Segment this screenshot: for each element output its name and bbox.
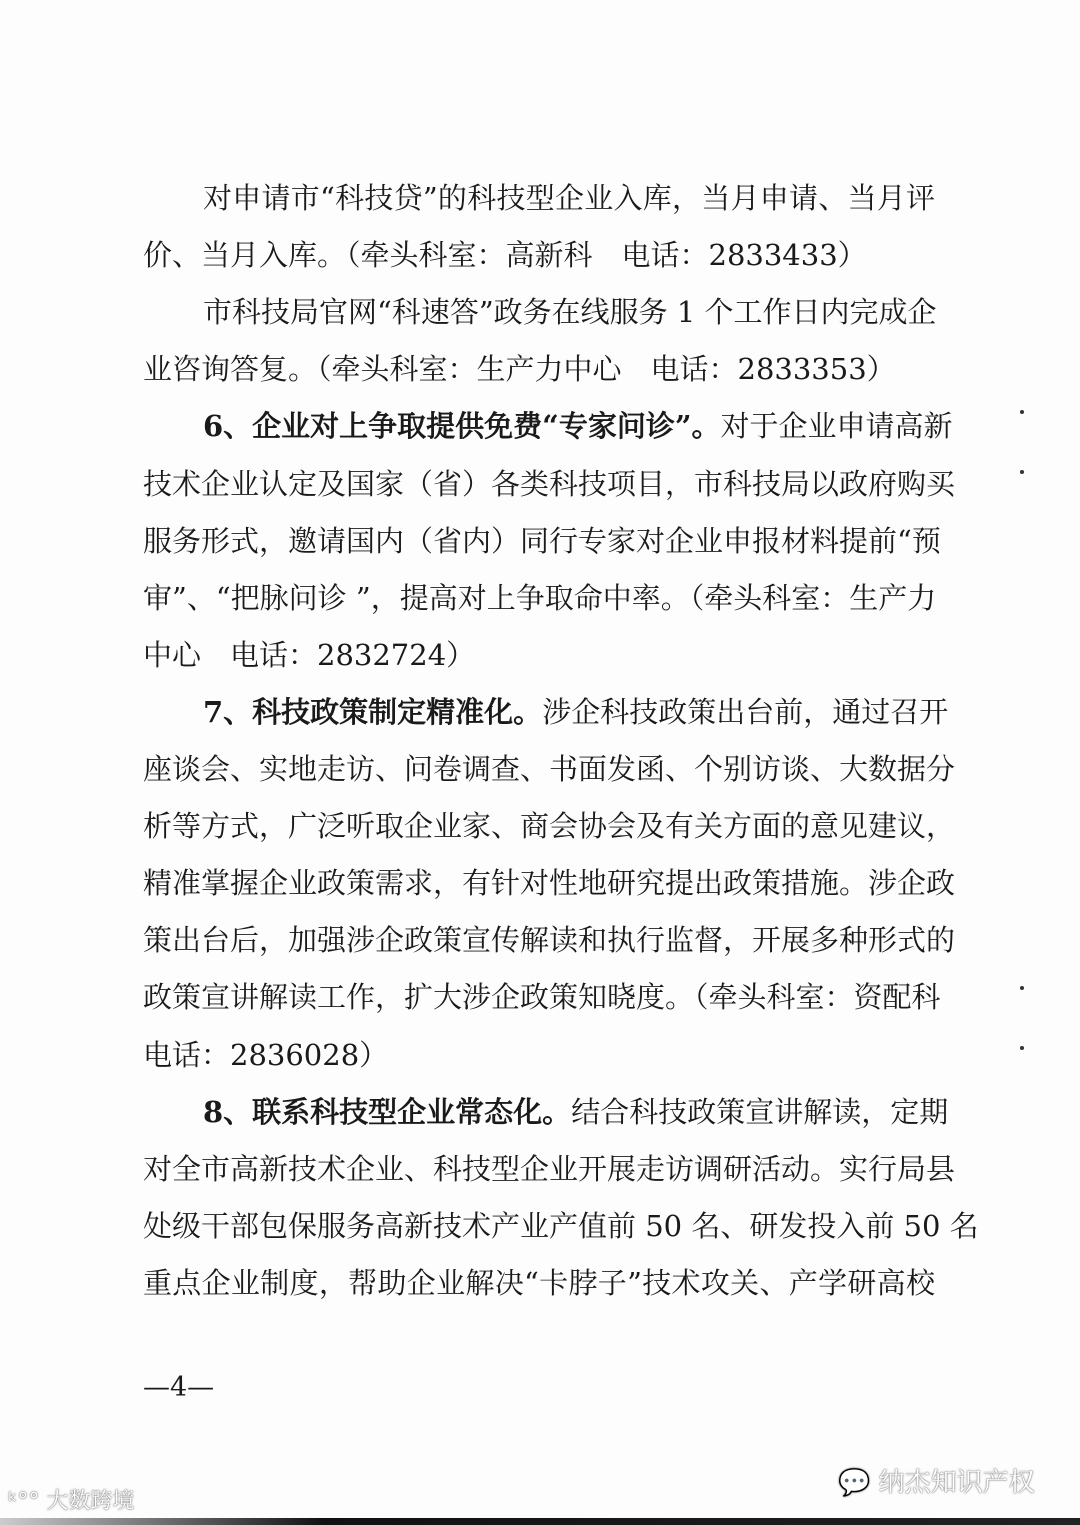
text-line bbox=[203, 292, 935, 332]
text-line bbox=[203, 178, 935, 218]
line-text: 对于企业申请高新 bbox=[720, 409, 953, 444]
text-line bbox=[143, 235, 935, 275]
text-line bbox=[203, 692, 949, 732]
scan-edge bbox=[0, 1518, 1080, 1525]
text-line bbox=[143, 1206, 979, 1246]
line-text: 处级干部包保服务高新技术产业产值前 50 名、研发投入前 50 名 bbox=[143, 1208, 979, 1243]
section-heading: 8、联系科技型企业常态化。 bbox=[203, 1094, 572, 1129]
text-line bbox=[203, 1092, 949, 1132]
watermark-left bbox=[8, 1484, 134, 1515]
section-heading: 6、企业对上争取提供免费“专家问诊”。 bbox=[203, 409, 721, 444]
scan-speck bbox=[1020, 1046, 1024, 1050]
text-line bbox=[143, 464, 956, 504]
text-line bbox=[143, 749, 956, 789]
text-line bbox=[143, 578, 935, 618]
line-text: 政策宣讲解读工作，扩大涉企政策知晓度。（牵头科室：资配科 bbox=[143, 980, 941, 1015]
watermark-left-text: 大数跨境 bbox=[46, 1489, 135, 1514]
section-heading: 7、科技政策制定精准化。 bbox=[203, 694, 543, 729]
text-line bbox=[143, 977, 941, 1017]
line-text: 精准掌握企业政策需求，有针对性地研究提出政策措施。涉企政 bbox=[143, 866, 956, 901]
wechat-icon: 💬 bbox=[838, 1468, 879, 1498]
line-text: 涉企科技政策出台前，通过召开 bbox=[542, 694, 949, 729]
scan-speck bbox=[1020, 470, 1024, 474]
line-text: 对全市高新技术企业、科技型企业开展走访调研活动。实行局县 bbox=[143, 1151, 956, 1186]
line-text: 技术企业认定及国家（省）各类科技项目，市科技局以政府购买 bbox=[143, 466, 956, 501]
line-text: 市科技局官网“科速答”政务在线服务 1 个工作日内完成企 bbox=[203, 295, 937, 330]
line-text: 电话：2836028） bbox=[143, 1037, 389, 1072]
line-text: 服务形式，邀请国内（省内）同行专家对企业申报材料提前“预 bbox=[143, 523, 941, 558]
line-text: 析等方式，广泛听取企业家、商会协会及有关方面的意见建议， bbox=[143, 809, 956, 844]
line-text: 审”、“把脉问诊 ”，提高对上争取命中率。（牵头科室：生产力 bbox=[143, 580, 937, 615]
line-text: 价、当月入库。（牵头科室：高新科 电话：2833433） bbox=[143, 238, 867, 273]
text-line bbox=[143, 349, 935, 389]
text-line bbox=[143, 806, 956, 846]
line-text: 重点企业制度，帮助企业解决“卡脖子”技术攻关、产学研高校 bbox=[143, 1265, 935, 1300]
scan-speck bbox=[1020, 410, 1024, 414]
text-line bbox=[143, 863, 956, 903]
watermark-right bbox=[838, 1462, 1035, 1499]
text-line bbox=[143, 635, 935, 675]
line-text: 策出台后，加强涉企政策宣传解读和执行监督，开展多种形式的 bbox=[143, 923, 956, 958]
line-text: 结合科技政策宣讲解读，定期 bbox=[571, 1094, 949, 1129]
line-text: 中心 电话：2832724） bbox=[143, 637, 476, 672]
watermark-right-text: 纳杰知识产权 bbox=[878, 1468, 1035, 1498]
text-line bbox=[203, 406, 953, 446]
line-text: 座谈会、实地走访、问卷调查、书面发函、个别访谈、大数据分 bbox=[143, 752, 956, 786]
text-line bbox=[143, 920, 956, 960]
text-line bbox=[143, 1035, 935, 1075]
text-line bbox=[143, 1149, 956, 1189]
line-text: 业咨询答复。（牵头科室：生产力中心 电话：2833353） bbox=[143, 352, 896, 387]
page-number: —4— bbox=[143, 1372, 215, 1403]
scan-speck bbox=[1020, 986, 1024, 990]
line-text: 对申请市“科技贷”的科技型企业入库，当月申请、当月评 bbox=[203, 181, 935, 215]
text-line bbox=[143, 521, 941, 561]
logo-icon: ᵏ°° bbox=[8, 1489, 47, 1514]
text-line bbox=[143, 1263, 935, 1303]
